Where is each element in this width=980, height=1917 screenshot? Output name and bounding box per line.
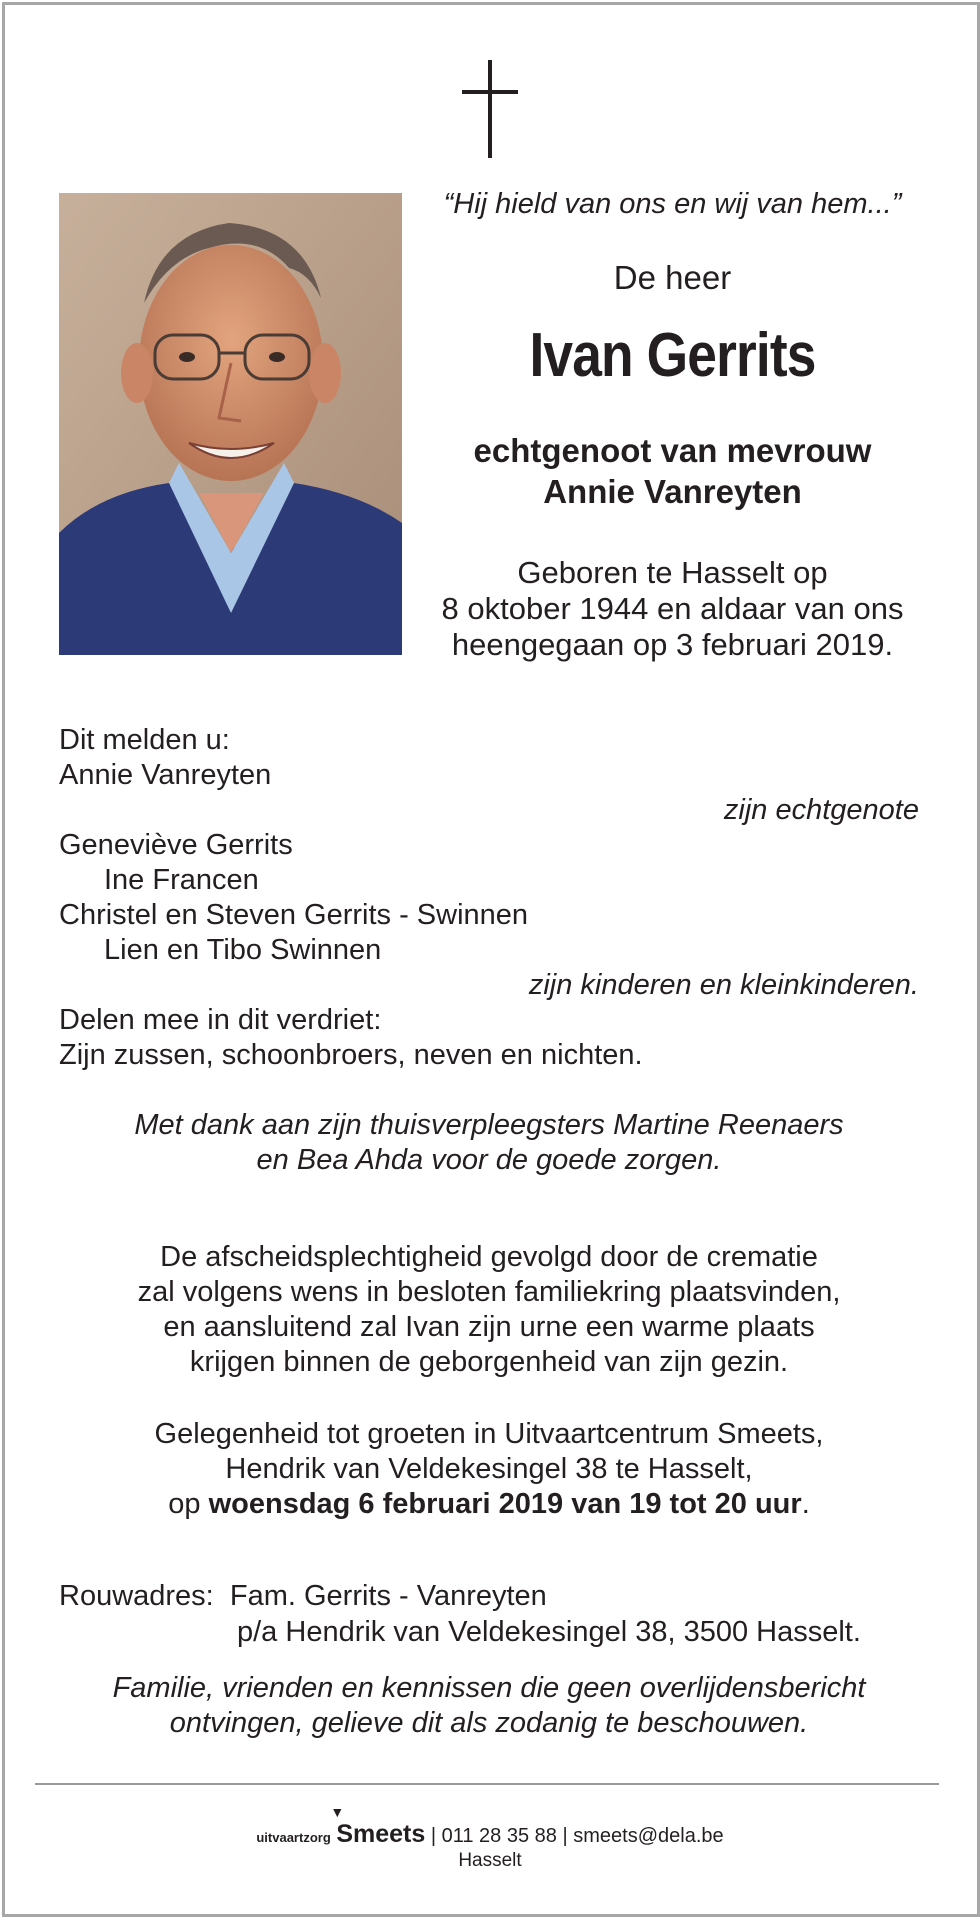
cross-icon <box>462 60 518 160</box>
funeral-home-footer: uitvaartzorg ▼ Smeets | 011 28 35 88 | smeets@dela.be <box>256 1804 724 1848</box>
portrait-photo <box>59 193 402 655</box>
footer-email: smeets@dela.be <box>573 1825 724 1847</box>
footer-prefix: uitvaartzorg <box>256 1830 331 1845</box>
deceased-name: Ivan Gerrits <box>529 321 816 390</box>
closing-note: Familie, vrienden en kennissen die geen overlijdensbericht ontvingen, gelieve dit als zodanig te beschouwen. <box>112 1672 866 1739</box>
quote: “Hij hield van ons en wij van hem...” <box>443 188 902 220</box>
footer-brand: ▼ Smeets <box>330 1804 426 1848</box>
relatives-text: Zijn zussen, schoonbroers, neven en nichten. <box>59 1039 643 1071</box>
family-member: Lien en Tibo Swinnen <box>104 934 382 966</box>
birth-death-info: Geboren te Hasselt op 8 oktober 1944 en aldaar van ons heengegaan op 3 februari 2019. <box>441 555 904 662</box>
spouse-name: Annie Vanreyten <box>59 759 272 791</box>
triangle-icon: ▼ <box>330 1804 345 1820</box>
family-member: Geneviève Gerrits <box>59 829 293 861</box>
thanks-text: Met dank aan zijn thuisverpleegsters Martine Reenaers en Bea Ahda voor de goede zorgen. <box>134 1109 844 1176</box>
footer-divider <box>35 1783 939 1785</box>
family-member: Ine Francen <box>104 864 259 896</box>
share-text: Delen mee in dit verdriet: <box>59 1004 382 1036</box>
announce-text: Dit melden u: <box>59 724 230 756</box>
spouse-info: echtgenoot van mevrouw Annie Vanreyten <box>473 432 872 510</box>
visitation-text: Gelegenheid tot groeten in Uitvaartcentrum Smeets, Hendrik van Veldekesingel 38 te Hasselt, op woensdag 6 februari 2019 van 19 tot 20 uur. <box>154 1418 824 1520</box>
children-role: zijn kinderen en kleinkinderen. <box>528 969 919 1001</box>
ceremony-text: De afscheidsplechtigheid gevolgd door de crematie zal volgens wens in besloten familiekring plaatsvinden, en aansluitend zal Ivan zijn urne een warme plaats krijgen binnen de geborgenheid van zijn gezin. <box>137 1241 841 1378</box>
honorific: De heer <box>613 259 732 296</box>
mourning-address: Rouwadres: Fam. Gerrits - Vanreyten p/a Hendrik van Veldekesingel 38, 3500 Hasselt. <box>59 1580 861 1648</box>
footer-city: Hasselt <box>458 1850 522 1871</box>
spouse-role: zijn echtgenote <box>723 794 919 826</box>
family-member: Christel en Steven Gerrits - Swinnen <box>59 899 529 931</box>
visitation-date: woensdag 6 februari 2019 van 19 tot 20 uur <box>208 1488 802 1520</box>
footer-phone: 011 28 35 88 <box>441 1825 557 1847</box>
family-list <box>59 723 919 1073</box>
